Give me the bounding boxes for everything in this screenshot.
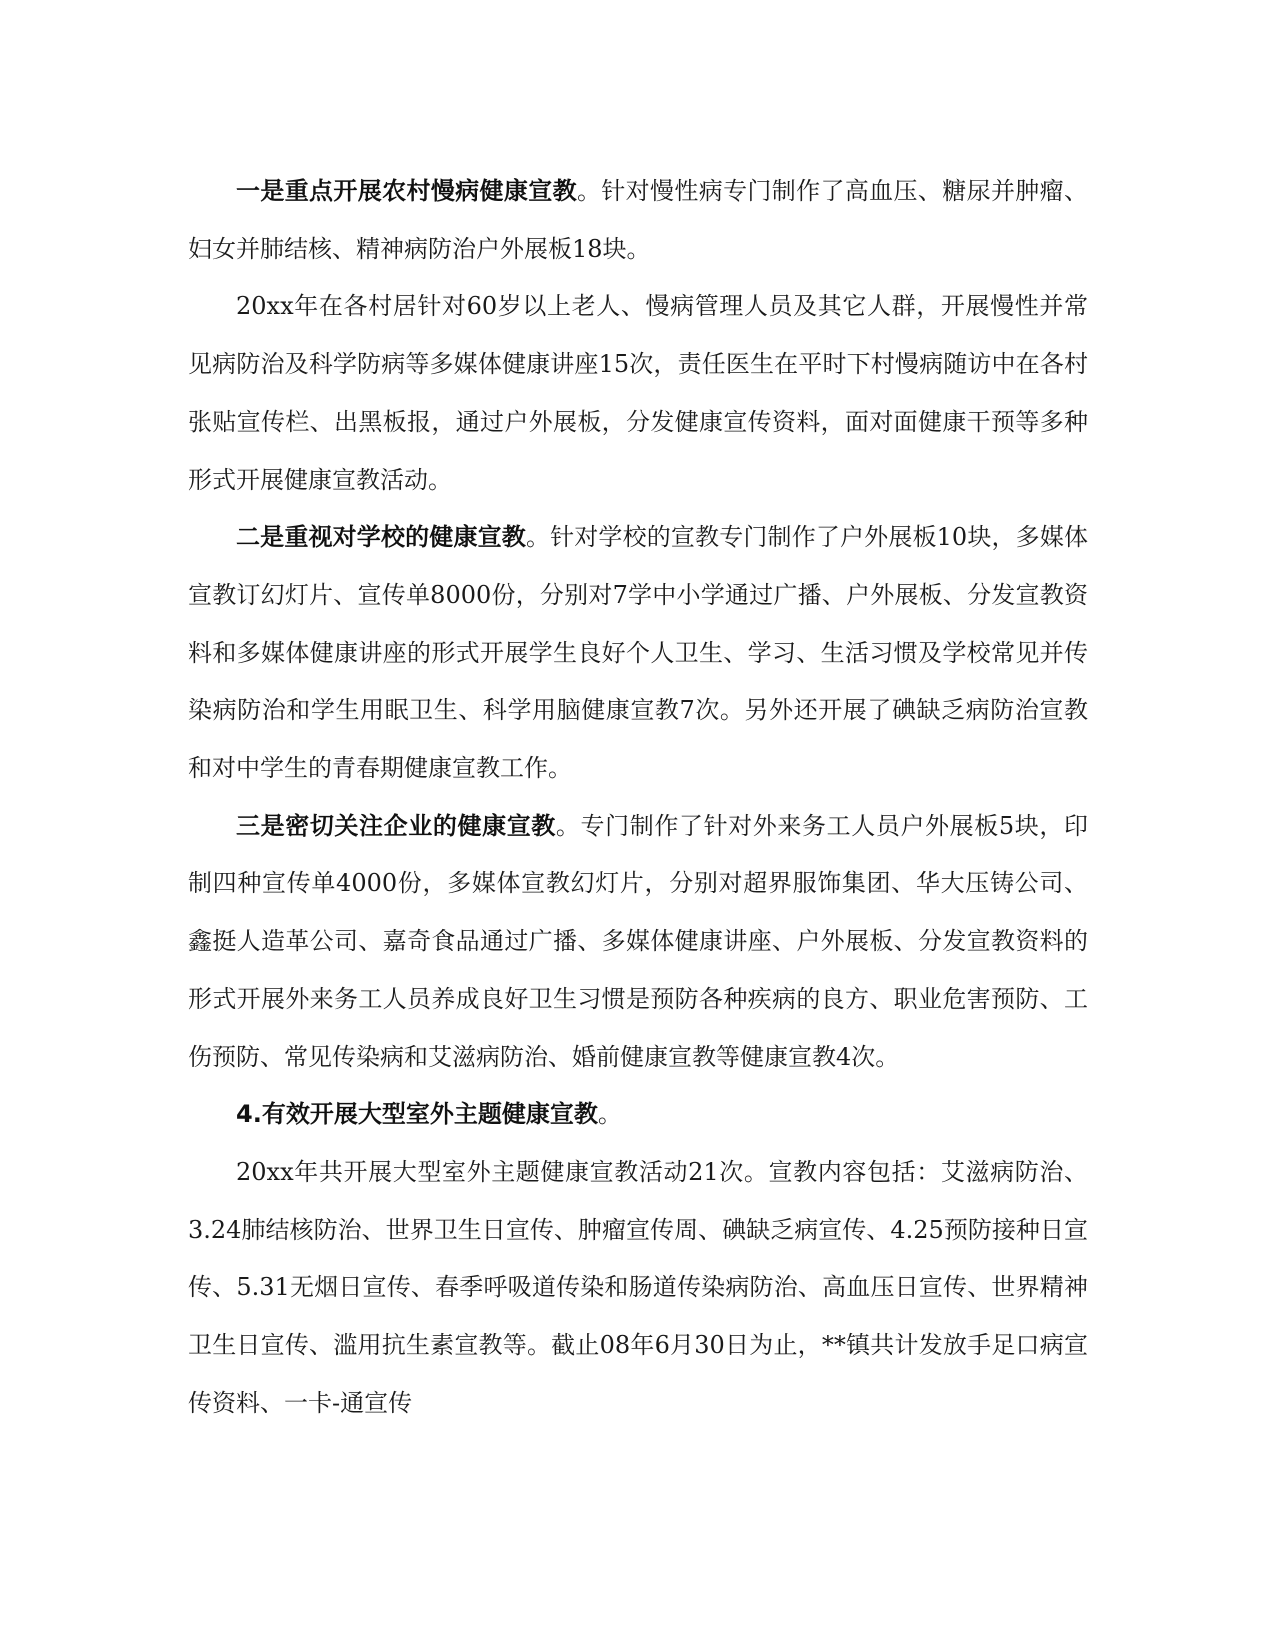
- paragraph-village-lectures: [188, 278, 1088, 509]
- paragraph-enterprise-education: [188, 798, 1088, 1087]
- paragraph-lead-heading: 一是重点开展农村慢病健康宣教: [236, 177, 577, 205]
- paragraph-text: 。针对学校的宣教专门制作了户外展板10块，多媒体宣教订幻灯片、宣传单8000份，分别对7学中小学通过广播、户外展板、分发宣教资料和多媒体健康讲座的形式开展学生良好个人卫生、学习、生活习惯及学校常见并传染病防治和学生用眠卫生、科学用脑健康宣教7次。另外还开展了碘缺乏病防治宣教和对中学生的青春期健康宣教工作。: [188, 523, 1089, 783]
- paragraph-outdoor-theme-heading: [188, 1086, 1088, 1144]
- paragraph-rural-chronic-disease: [188, 163, 1088, 278]
- paragraph-text: 。针对慢性病专门制作了高血压、糖尿并肿瘤、妇女并肺结核、精神病防治户外展板18块。: [188, 177, 1089, 263]
- paragraph-outdoor-activities: [188, 1144, 1088, 1433]
- paragraph-text: 20xx年共开展大型室外主题健康宣教活动21次。宣教内容包括：艾滋病防治、3.24肺结核防治、世界卫生日宣传、肿瘤宣传周、碘缺乏病宣传、4.25预防接种日宣传、5.31无烟日宣传、春季呼吸道传染和肠道传染病防治、高血压日宣传、世界精神卫生日宣传、滥用抗生素宣教等。截止08年6月30日为止，**镇共计发放手足口病宣传资料、一卡-通宣传: [188, 1157, 1088, 1417]
- paragraph-school-education: [188, 509, 1088, 798]
- paragraph-lead-heading: 4.有效开展大型室外主题健康宣教: [236, 1100, 598, 1129]
- paragraph-text: 。专门制作了针对外来务工人员户外展板5块，印制四种宣传单4000份，多媒体宣教幻灯片，分别对超界服饰集团、华大压铸公司、鑫挺人造革公司、嘉奇食品通过广播、多媒体健康讲座、户外展板、分发宣教资料的形式开展外来务工人员养成良好卫生习惯是预防各种疾病的良方、职业危害预防、工伤预防、常见传染病和艾滋病防治、婚前健康宣教等健康宣教4次。: [188, 811, 1088, 1071]
- document-body: [188, 163, 1088, 1432]
- paragraph-lead-heading: 三是密切关注企业的健康宣教: [236, 811, 556, 840]
- paragraph-text: 。: [597, 1100, 622, 1129]
- paragraph-lead-heading: 二是重视对学校的健康宣教: [236, 523, 526, 552]
- paragraph-text: 20xx年在各村居针对60岁以上老人、慢病管理人员及其它人群，开展慢性并常见病防治及科学防病等多媒体健康讲座15次，责任医生在平时下村慢病随访中在各村张贴宣传栏、出黑板报，通过户外展板，分发健康宣传资料，面对面健康干预等多种形式开展健康宣教活动。: [188, 292, 1088, 494]
